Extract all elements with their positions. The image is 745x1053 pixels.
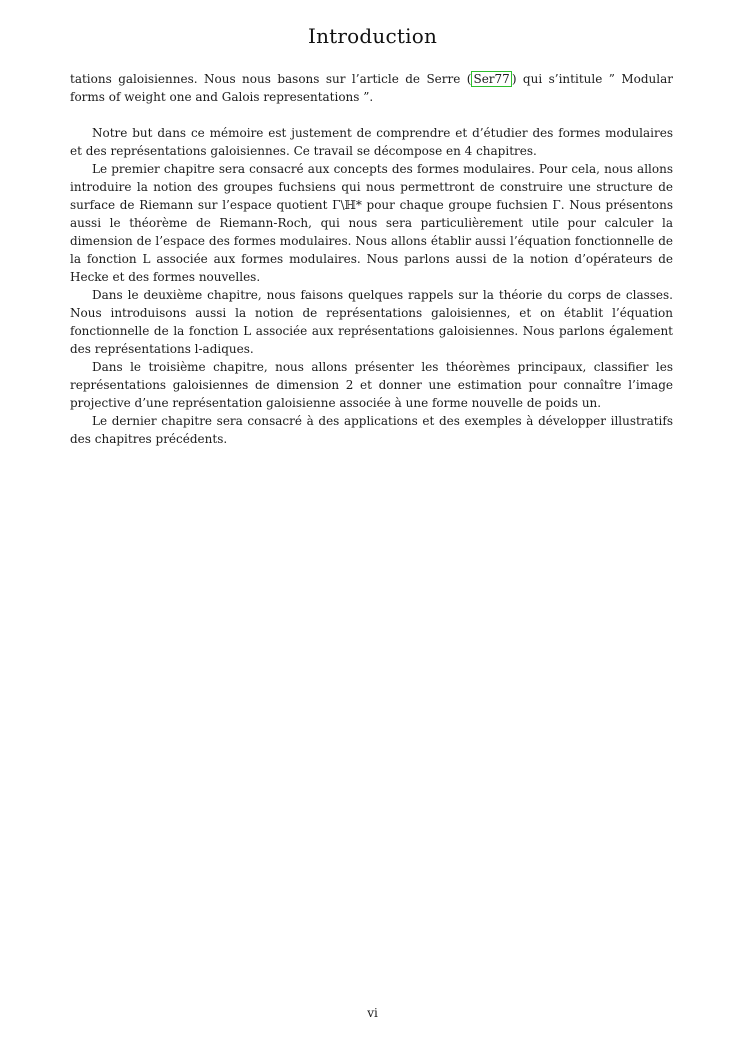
paragraph-continuation-text-end: ) qui s’intitule ” Modular forms of weight one and Galois representations ”. xyxy=(70,72,673,104)
body-text xyxy=(70,70,673,448)
paragraph-chapter-1: Le premier chapitre sera consacré aux concepts des formes modulaires. Pour cela, nous allons introduire la notion des groupes fuchsiens qui nous permettront de construire une structure de surface de Riemann sur l’espace quotient Γ\ℍ* pour chaque groupe fuchsien Γ. Nous présentons aussi le théorème de Riemann-Roch, qui nous sera particulièrement utile pour calculer la dimension de l’espace des formes modulaires. Nous allons établir aussi l’équation fonctionnelle de la fonction L associée aux formes modulaires. Nous parlons aussi de la notion d’opérateurs de Hecke et des formes nouvelles. xyxy=(70,162,673,284)
citation-link-ser77[interactable]: Ser77 xyxy=(473,72,510,86)
paragraph-chapter-3: Dans le troisième chapitre, nous allons présenter les théorèmes principaux, classifier les représentations galoisiennes de dimension 2 et donner une estimation pour connaître l’image projective d’une représentation galoisienne associée à une forme nouvelle de poids un. xyxy=(70,360,673,410)
paragraph-continuation xyxy=(70,70,673,106)
paragraph-chapter-4: Le dernier chapitre sera consacré à des applications et des exemples à développer illustratifs des chapitres précédents. xyxy=(70,414,673,446)
paragraph-chapter-2: Dans le deuxième chapitre, nous faisons quelques rappels sur la théorie du corps de classes. Nous introduisons aussi la notion de représentations galoisiennes, et on établit l’équation fonctionnelle de la fonction L associée aux représentations galoisiennes. Nous parlons également des représentations l-adiques. xyxy=(70,288,673,356)
paragraph-continuation-text: tations galoisiennes. Nous nous basons sur l’article de Serre ( xyxy=(70,72,472,86)
page-title: Introduction xyxy=(307,24,438,48)
paragraph-goal: Notre but dans ce mémoire est justement de comprendre et d’étudier des formes modulaires et des représentations galoisiennes. Ce travail se décompose en 4 chapitres. xyxy=(70,126,673,158)
page-number: vi xyxy=(367,1006,378,1020)
